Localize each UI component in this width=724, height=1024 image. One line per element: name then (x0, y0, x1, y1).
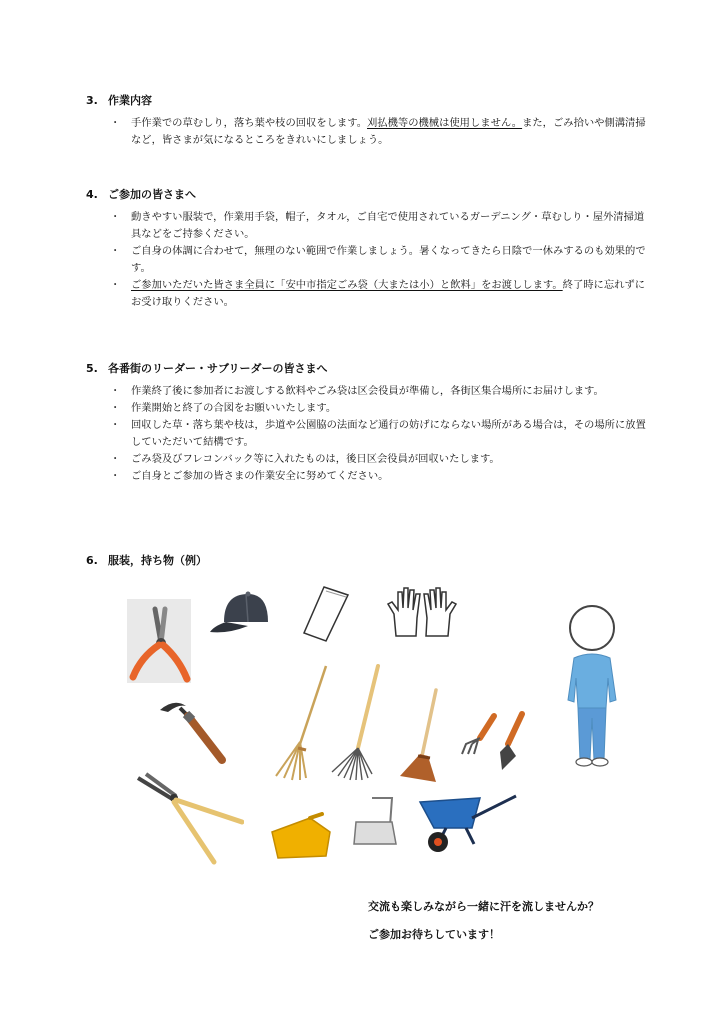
bullet-item (86, 417, 646, 451)
section-title: ご参加の皆さまへ (108, 188, 196, 201)
bullet-item (86, 400, 646, 417)
bullet-text: ごみ袋及びフレコンバック等に入れたものは，後日区会役員が回収いたします。 (131, 453, 500, 465)
bullet-item (86, 383, 646, 400)
work-gloves-icon (386, 584, 458, 640)
standing-dustpan-icon (352, 796, 400, 848)
section-title: 各番街のリーダー・サブリーダーの皆さまへ (108, 362, 328, 375)
sickle-icon (156, 698, 228, 766)
closing-line-1: 交流も楽しみながら一緒に汗を流しませんか？ (368, 900, 599, 913)
bullet-text: 作業開始と終了の合図をお願いいたします。 (131, 402, 337, 414)
bullet-item (86, 468, 646, 485)
towel-icon (302, 585, 352, 645)
section-4 (86, 186, 646, 311)
bullet-text: 回収した草・落ち葉や枝は，歩道や公園脇の法面など通行の妨げにならない場所がある場合は，その場所に放置していただいて結構です。 (131, 419, 646, 448)
bullet-list (86, 115, 646, 149)
section-number: 4. (86, 188, 98, 201)
section-5 (86, 360, 646, 485)
broom-icon (396, 688, 444, 784)
person-icon (560, 604, 624, 770)
bullet-text: 動きやすい服装で，作業用手袋，帽子，タオル，ご自宅で使用されているガーデニング・草むしり・屋外清掃道具などをご持参ください。 (131, 211, 645, 240)
underlined-text: ご参加いただいた皆さま全員に「安中市指定ごみ袋（大または小）と飲料」をお渡しします。 (131, 279, 563, 291)
section-3 (86, 92, 646, 149)
bullet-mark: ・ (110, 117, 121, 129)
bullet-list (86, 383, 646, 485)
section-number: 3. (86, 94, 98, 107)
bullet-text: 作業終了後に参加者にお渡しする飲料やごみ袋は区会役員が準備し，各街区集合場所にお届けします。 (131, 385, 604, 397)
bullet-mark: ・ (110, 402, 121, 414)
section-6 (86, 552, 646, 570)
bullet-mark: ・ (110, 419, 121, 431)
rake-icon (330, 664, 386, 784)
bullet-item (86, 451, 646, 468)
bullet-text: また，ごみ拾いや側溝清掃など，皆さまが気になるところをきれいにしましょう。 (131, 117, 646, 146)
bullet-text: 終了時に忘れずにお受け取りください。 (131, 279, 646, 308)
underlined-text: 刈払機等の機械は使用しません。 (367, 117, 523, 129)
bullet-mark: ・ (110, 453, 121, 465)
closing-line-2: ご参加お待ちしています！ (368, 928, 500, 941)
bullet-mark: ・ (110, 385, 121, 397)
section-heading (86, 92, 646, 110)
bullet-item (86, 277, 646, 311)
bullet-list (86, 209, 646, 311)
dustpan-icon (270, 812, 334, 860)
section-heading (86, 360, 646, 378)
bullet-text: 手作業での草むしり，落ち葉や枝の回収をします。 (131, 117, 368, 129)
bamboo-broom-icon (270, 664, 332, 782)
bullet-text: ご自身の体調に合わせて，無理のない範囲で作業しましょう。暑くなってきたら日陰で一休みするのも効果的です。 (131, 245, 646, 274)
section-title: 作業内容 (108, 94, 152, 107)
wheelbarrow-icon (416, 778, 520, 856)
section-heading (86, 552, 646, 570)
bullet-mark: ・ (110, 245, 121, 257)
bullet-mark: ・ (110, 470, 121, 482)
bullet-item (86, 115, 646, 149)
section-title: 服装，持ち物（例） (108, 554, 207, 567)
hand-rake-and-trowel-icon (458, 710, 528, 772)
hedge-shears-icon (134, 772, 244, 866)
pruning-shears-icon (127, 599, 191, 683)
section-heading (86, 186, 646, 204)
bullet-item (86, 209, 646, 243)
bullet-item (86, 243, 646, 277)
bullet-mark: ・ (110, 279, 121, 291)
section-number: 6. (86, 554, 98, 567)
cap-icon (208, 588, 272, 640)
section-number: 5. (86, 362, 98, 375)
bullet-mark: ・ (110, 211, 121, 223)
bullet-text: ご自身とご参加の皆さまの作業安全に努めてください。 (131, 470, 389, 482)
